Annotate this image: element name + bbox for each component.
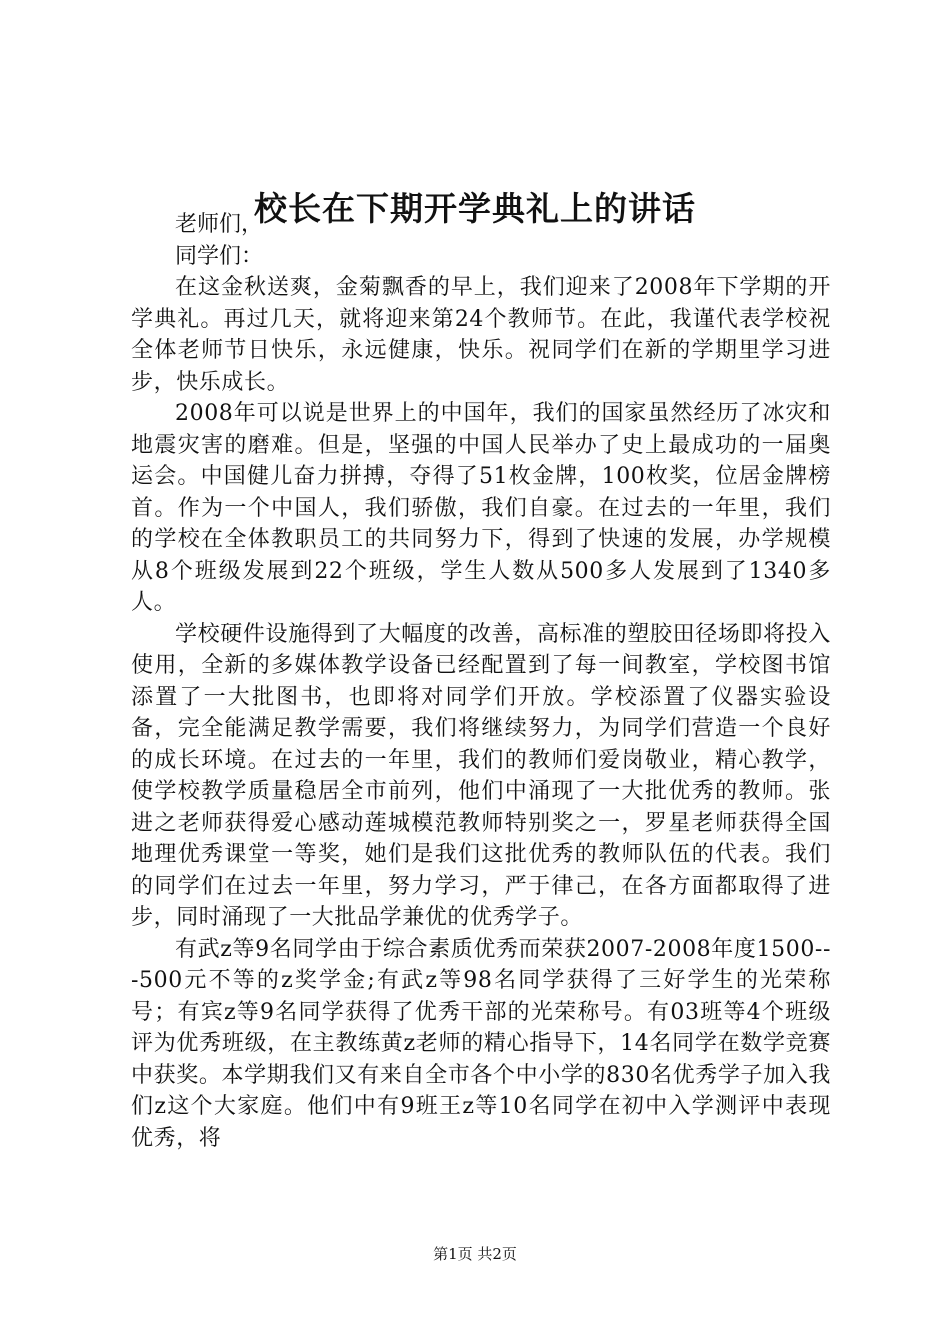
paragraph-facilities-teachers: 学校硬件设施得到了大幅度的改善，高标准的塑胶田径场即将投入使用，全新的多媒体教学设备已经配置到了每一间教室，学校图书馆添置了一大批图书，也即将对同学们开放。学校添置了仪器实验设备，完全能满足教学需要，我们将继续努力，为同学们营造一个良好的成长环境。在过去的一年里，我们的教师们爱岗敬业，精心教学，使学校教学质量稳居全市前列，他们中涌现了一大批优秀的教师。张进之老师获得爱心感动莲城模范教师特别奖之一，罗星老师获得全国地理优秀课堂一等奖，她们是我们这批优秀的教师队伍的代表。我们的同学们在过去一年里，努力学习，严于律己，在各方面都取得了进步，同时涌现了一大批品学兼优的优秀学子。 bbox=[131, 621, 831, 930]
page-number-footer: 第1页 共2页 bbox=[433, 1245, 517, 1263]
document-body bbox=[131, 209, 831, 1154]
salutation-students: 同学们： bbox=[175, 243, 264, 269]
salutation-teachers: 老师们， bbox=[175, 212, 264, 237]
paragraph-awards: 有武z等9名同学由于综合素质优秀而荣获2007-2008年度1500---500元不等的z奖学金;有武z等98名同学获得了三好学生的光荣称号；有宾z等9名同学获得了优秀干部的光荣称号。有03班等4个班级评为优秀班级，在主教练黄z老师的精心指导下，14名同学在数学竞赛中获奖。本学期我们又有来自全市各个中小学的830名优秀学子加入我们z这个大家庭。他们中有9班王z等10名同学在初中入学测评中表现优秀，将 bbox=[131, 936, 831, 1151]
paragraph-2008-review: 2008年可以说是世界上的中国年，我们的国家虽然经历了冰灾和地震灾害的磨难。但是，坚强的中国人民举办了史上最成功的一届奥运会。中国健儿奋力拼搏，夺得了51枚金牌，100枚奖，位居金牌榜首。作为一个中国人，我们骄傲，我们自豪。在过去的一年里，我们的学校在全体教职员工的共同努力下，得到了快速的发展，办学规模从8个班级发展到22个班级，学生人数从500多人发展到了1340多人。 bbox=[131, 401, 831, 615]
paragraph-opening: 在这金秋送爽，金菊飘香的早上，我们迎来了2008年下学期的开学典礼。再过几天，就将迎来第24个教师节。在此，我谨代表学校祝全体老师节日快乐，永远健康，快乐。祝同学们在新的学期里学习进步，快乐成长。 bbox=[131, 275, 831, 395]
document-title: 校长在下期开学典礼上的讲话 bbox=[254, 189, 696, 228]
